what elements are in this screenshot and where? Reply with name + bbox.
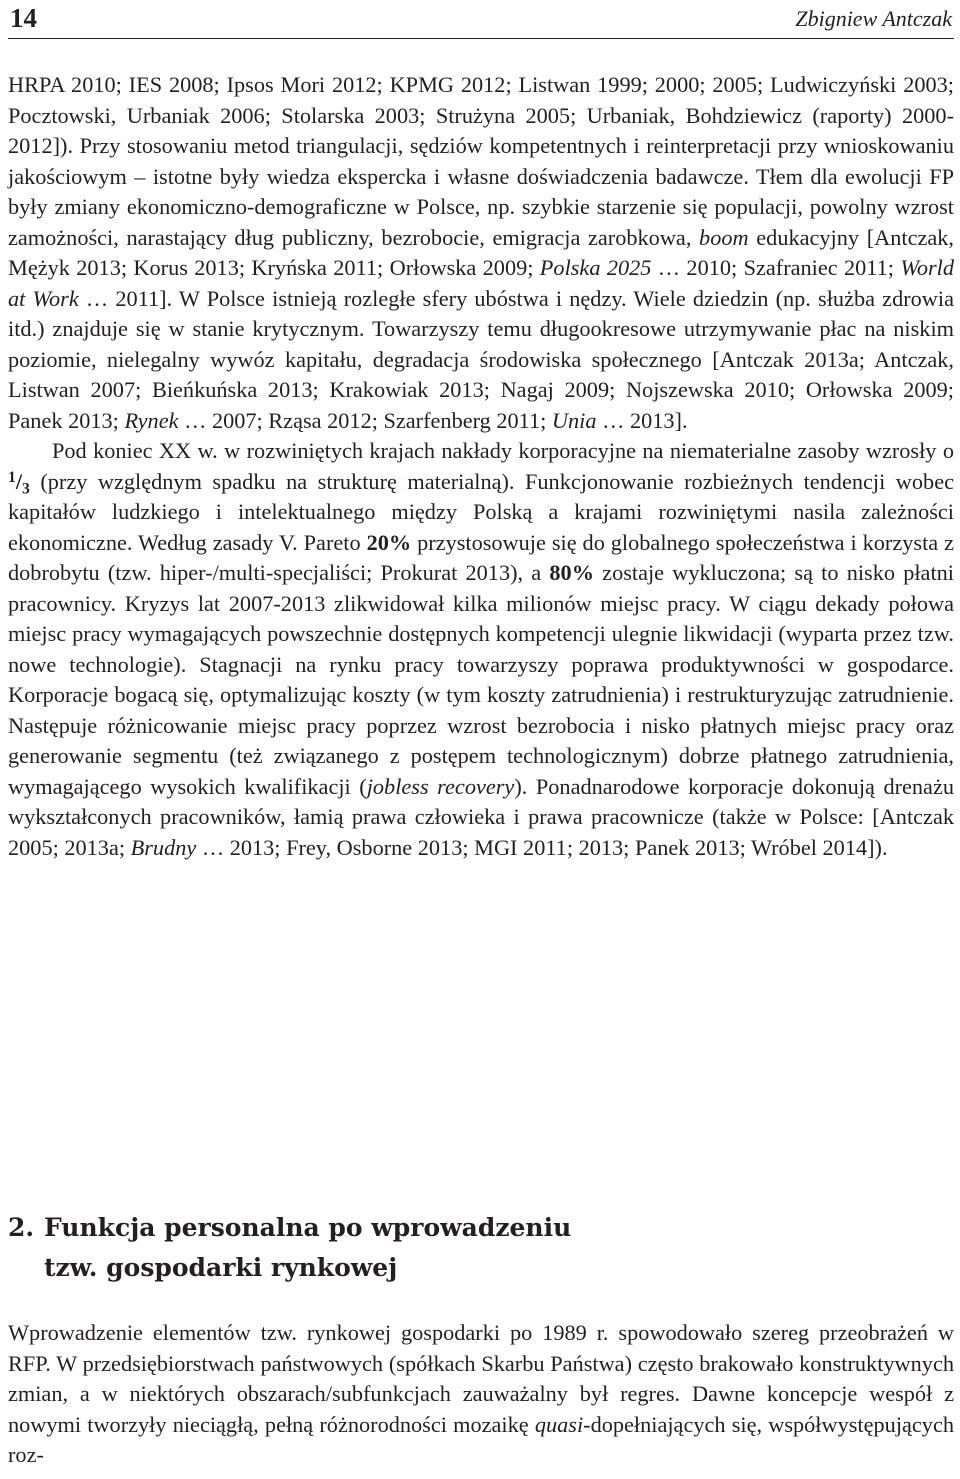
page-header <box>8 0 954 39</box>
section-title-line-1: Funkcja personalna po wprowadzeniu <box>44 1213 572 1242</box>
text-run: edukacyjny [Antczak, Mężyk 2013; Korus 2013; Kryńska 2011; Orłowska 2009; <box>8 224 954 280</box>
text-run: HRPA 2010; IES 2008; Ipsos Mori 2012; KPMG 2012; Listwan 1999; 2000; 2005; Ludwiczyński 2003; Pocztowski, Urbaniak 2006; Stolarska 2003; Strużyna 2005; Urbaniak, Bohdziewicz (raporty) 2000-2012]). Przy stosowaniu metod triangulacji, sędziów kompetentnych i reinterpretacji przy wnioskowaniu jakościowym – istotne były wiedza ekspercka i własne doświadczenia badawcze. Tłem dla ewolucji FP były zmiany ekonomiczno-demograficzne w Polsce, np. szybkie starzenie się populacji, powolny wzrost zamożności, narastający dług publiczny, bezrobocie, emigracja zarobkowa, <box>8 72 954 250</box>
paragraph-1 <box>8 70 954 436</box>
text-run: … 2013; Frey, Osborne 2013; MGI 2011; 2013; Panek 2013; Wróbel 2014]). <box>196 834 888 860</box>
text-run: przystosowuje się do globalnego społeczeństwa i korzysta z dobrobytu (tzw. hiper-/multi-specjaliści; Prokurat 2013), a <box>8 529 955 585</box>
section-heading <box>8 1208 954 1288</box>
bold-run: 20% <box>366 529 412 555</box>
text-run: -dopełniających się, współwystępujących roz- <box>8 1411 955 1467</box>
italic-run: jobless recovery <box>366 773 515 799</box>
italic-run: boom <box>699 224 749 250</box>
italic-run: Brudny <box>130 834 197 860</box>
paragraph-2: Pod koniec XX w. w rozwiniętych krajach nakłady korporacyjne na niematerialne zasoby wzrosły o $^1/_3$ (przy względnym spadku na strukturę materialną). Funkcjonowanie rozbieżnych tendencji wobec kapitałów ludzkiego i intelektualnego między Polską a krajami rozwiniętymi nasila zależności ekonomiczne. Według zasady V. Pareto 20% przystosowuje się do globalnego społeczeństwa i korzysta z dobrobytu (tzw. hiper-/multi-specjaliści; Prokurat 2013), a 80% zostaje wykluczona; są to nisko płatni pracownicy. Kryzys lat 2007-2013 zlikwidował kilka milionów miejsc pracy. W ciągu dekady połowa miejsc pracy wymagających powszechnie dostępnych kompetencji ulegnie likwidacji (wyparta przez tzw. nowe technologie). Stagnacji na rynku pracy towarzyszy poprawa produktywności w gospodarce. Korporacje bogacą się, optymalizując koszty (w tym koszty zatrudnienia) i restrukturyzując zatrudnienie. Następuje różnicowanie miejsc pracy poprzez wzrost bezrobocia i nisko płatnych miejsc pracy oraz generowanie segmentu (też związanego z postępem technologicznym) dobrze płatnego zatrudnienia, wymagającego wysokich kwalifikacji (jobless recovery). Ponadnarodowe korporacje dokonują drenażu wykształconych pracowników, łamią prawa człowieka i prawa pracownicze (także w Polsce: [Antczak 2005; 2013a; Brudny … 2013; Frey, Osborne 2013; MGI 2011; 2013; Panek 2013; Wróbel 2014]). <box>8 438 955 860</box>
section-number: 2. <box>8 1213 35 1242</box>
text-run: Wprowadzenie elementów tzw. rynkowej gospodarki po 1989 r. spowodowało szereg przeobrażeń w RFP. W przedsiębiorstwach państwowych (spółkach Skarbu Państwa) często brakowało konstruktywnych zmian, a w niektórych obszarach/subfunkcjach zauważalny był regres. Dawne koncepcje wespół z nowymi tworzyły nieciągłą, pełną różnorodności mozaikę <box>8 1320 954 1437</box>
fraction-numerator: 1 <box>8 468 16 486</box>
section-body-text <box>8 1318 954 1471</box>
page-number: 14 <box>10 3 37 33</box>
text-run: … 2013]. <box>596 407 688 433</box>
text-run: Pod koniec XX w. w rozwiniętych krajach nakłady korporacyjne na niematerialne zasoby wzrosły o <box>52 438 954 463</box>
bold-run: 80% <box>549 560 594 585</box>
italic-run: Rynek <box>124 407 179 433</box>
italic-run: World at Work <box>8 255 955 311</box>
text-run: (przy względnym spadku na strukturę materialną). Funkcjonowanie rozbieżnych tendencji wobec kapitałów ludzkiego i intelektualnego między Polską a krajami rozwiniętymi nasila zależności ekonomiczne. Według zasady V. Pareto <box>8 468 954 555</box>
fraction-denominator: 3 <box>22 480 30 498</box>
text-run: zostaje wykluczona; są to nisko płatni pracownicy. Kryzys lat 2007-2013 zlikwidował kilka milionów miejsc pracy. W ciągu dekady połowa miejsc pracy wymagających powszechnie dostępnych kompetencji ulegnie likwidacji (wyparta przez tzw. nowe technologie). Stagnacji na rynku pracy towarzyszy poprawa produktywności w gospodarce. Korporacje bogacą się, optymalizując koszty (w tym koszty zatrudnienia) i restrukturyzując zatrudnienie. Następuje różnicowanie miejsc pracy poprzez wzrost bezrobocia i nisko płatnych miejsc pracy oraz generowanie segmentu (też związanego z postępem technologicznym) dobrze płatnego zatrudnienia, wymagającego wysokich kwalifikacji ( <box>8 560 954 799</box>
running-head-author: Zbigniew Antczak <box>795 6 952 31</box>
italic-run: quasi <box>534 1411 584 1437</box>
body-text <box>8 70 954 863</box>
paragraph-3 <box>8 1318 954 1471</box>
text-run: … 2011]. W Polsce istnieją rozległe sfery ubóstwa i nędzy. Wiele dziedzin (np. służba zdrowia itd.) znajduje się w stanie krytycznym. Towarzyszy temu długookresowe utrzymywanie płac na niskim poziomie, nielegalny wywóz kapitału, degradacja środowiska społecznego [Antczak 2013a; Antczak, Listwan 2007; Bieńkuńska 2013; Krakowiak 2013; Nagaj 2009; Nojszewska 2010; Orłowska 2009; Panek 2013; <box>8 285 954 433</box>
text-run: ). Ponadnarodowe korporacje dokonują drenażu wykształconych pracowników, łamią prawa człowieka i prawa pracownicze (także w Polsce: [Antczak 2005; 2013a; <box>8 773 955 860</box>
text-run: … 2007; Rząsa 2012; Szarfenberg 2011; <box>178 407 552 433</box>
section-title-line-2: tzw. gospodarki rynkowej <box>44 1253 398 1282</box>
italic-run: Unia <box>551 407 597 433</box>
italic-run: Polska 2025 <box>539 255 652 280</box>
text-run: … 2010; Szafraniec 2011; <box>651 255 901 280</box>
